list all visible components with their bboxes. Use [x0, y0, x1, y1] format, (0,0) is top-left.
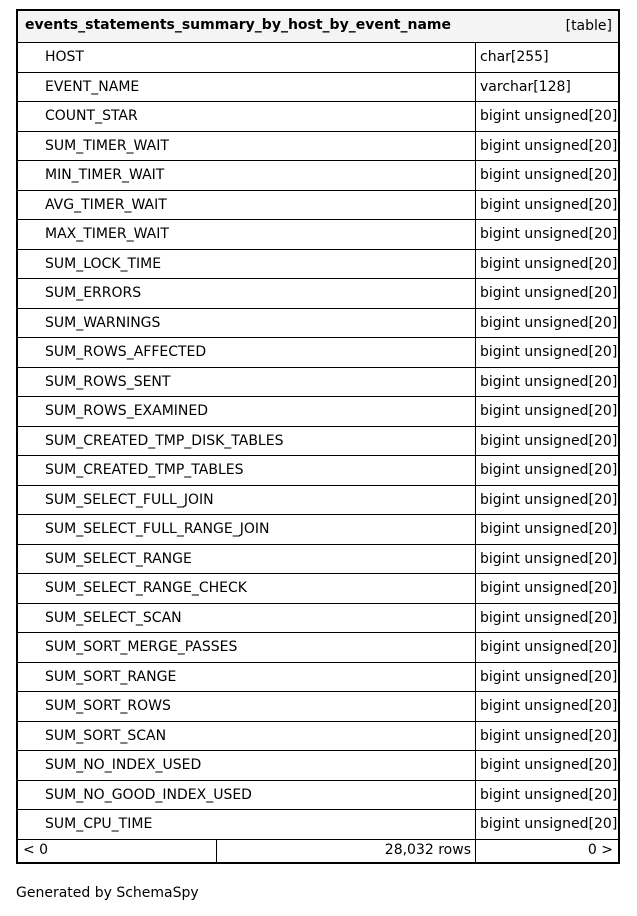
column-row[interactable] [18, 456, 618, 486]
column-row[interactable] [18, 279, 618, 309]
column-type: bigint unsigned[20] [480, 668, 618, 685]
column-type: bigint unsigned[20] [480, 167, 618, 183]
column-name: SUM_SORT_MERGE_PASSES [18, 633, 476, 662]
column-row[interactable] [18, 486, 618, 516]
column-type: bigint unsigned[20] [480, 816, 618, 832]
column-type: bigint unsigned[20] [480, 757, 618, 773]
column-list [18, 43, 618, 840]
column-row[interactable] [18, 43, 618, 73]
row-count: 28,032 rows [217, 840, 476, 862]
child-count: 0 > [587, 841, 613, 858]
column-row[interactable] [18, 102, 618, 132]
column-row[interactable] [18, 692, 618, 722]
column-name: SUM_TIMER_WAIT [18, 132, 476, 161]
column-type: bigint unsigned[20] [480, 285, 618, 301]
column-name: AVG_TIMER_WAIT [18, 191, 476, 220]
column-type: bigint unsigned[20] [480, 639, 618, 655]
column-row[interactable] [18, 781, 618, 811]
column-row[interactable] [18, 751, 618, 781]
column-name: SUM_SELECT_FULL_RANGE_JOIN [18, 515, 476, 544]
column-row[interactable] [18, 161, 618, 191]
column-name: SUM_SELECT_RANGE [18, 545, 476, 574]
column-name: COUNT_STAR [18, 102, 476, 131]
column-row[interactable] [18, 250, 618, 280]
column-name: SUM_ROWS_SENT [18, 368, 476, 397]
column-type: bigint unsigned[20] [480, 226, 618, 242]
column-name: HOST [18, 43, 476, 72]
column-row[interactable] [18, 338, 618, 368]
column-row[interactable] [18, 427, 618, 457]
column-type: char[255] [480, 49, 549, 65]
column-type: bigint unsigned[20] [480, 344, 618, 360]
column-type: bigint unsigned[20] [480, 314, 618, 331]
column-name: SUM_ERRORS [18, 279, 476, 308]
column-type: bigint unsigned[20] [480, 698, 618, 714]
column-row[interactable] [18, 515, 618, 545]
generated-by-label: Generated by SchemaSpy [16, 885, 199, 901]
column-type: bigint unsigned[20] [480, 108, 618, 124]
column-name: SUM_NO_GOOD_INDEX_USED [18, 781, 476, 810]
column-row[interactable] [18, 633, 618, 663]
column-name: SUM_SELECT_FULL_JOIN [18, 486, 476, 515]
table-footer [18, 840, 618, 862]
column-name: MIN_TIMER_WAIT [18, 161, 476, 190]
column-row[interactable] [18, 132, 618, 162]
column-type: bigint unsigned[20] [480, 580, 618, 596]
column-type: bigint unsigned[20] [480, 491, 618, 508]
column-type: bigint unsigned[20] [480, 432, 618, 449]
column-row[interactable] [18, 220, 618, 250]
column-row[interactable] [18, 191, 618, 221]
column-row[interactable] [18, 663, 618, 693]
column-row[interactable] [18, 545, 618, 575]
column-name: SUM_SELECT_SCAN [18, 604, 476, 633]
column-row[interactable] [18, 574, 618, 604]
column-name: SUM_LOCK_TIME [18, 250, 476, 279]
column-name: SUM_CREATED_TMP_DISK_TABLES [18, 427, 476, 456]
column-row[interactable] [18, 309, 618, 339]
column-name: SUM_ROWS_AFFECTED [18, 338, 476, 367]
column-name: SUM_SELECT_RANGE_CHECK [18, 574, 476, 603]
column-name: SUM_SORT_SCAN [18, 722, 476, 751]
column-type: bigint unsigned[20] [480, 373, 618, 390]
column-type: bigint unsigned[20] [480, 786, 618, 803]
column-name: SUM_NO_INDEX_USED [18, 751, 476, 780]
column-row[interactable] [18, 604, 618, 634]
column-name: SUM_SORT_ROWS [18, 692, 476, 721]
column-type: varchar[128] [480, 78, 571, 95]
column-type: bigint unsigned[20] [480, 255, 618, 272]
table-kind: [table] [565, 18, 612, 34]
column-name: SUM_WARNINGS [18, 309, 476, 338]
column-type: bigint unsigned[20] [480, 137, 618, 154]
column-type: bigint unsigned[20] [480, 196, 618, 213]
column-name: SUM_ROWS_EXAMINED [18, 397, 476, 426]
column-type: bigint unsigned[20] [480, 521, 618, 537]
table-entity [16, 9, 620, 864]
column-type: bigint unsigned[20] [480, 550, 618, 567]
column-row[interactable] [18, 722, 618, 752]
parent-count: < 0 [18, 840, 217, 862]
column-name: MAX_TIMER_WAIT [18, 220, 476, 249]
column-type: bigint unsigned[20] [480, 462, 618, 478]
column-type: bigint unsigned[20] [480, 609, 618, 626]
table-header [18, 11, 618, 43]
column-type: bigint unsigned[20] [480, 403, 618, 419]
table-name[interactable]: events_statements_summary_by_host_by_event_name [25, 17, 451, 33]
column-row[interactable] [18, 368, 618, 398]
column-name: SUM_SORT_RANGE [18, 663, 476, 692]
column-name: SUM_CPU_TIME [18, 810, 476, 839]
column-name: EVENT_NAME [18, 73, 476, 102]
column-row[interactable] [18, 73, 618, 103]
column-name: SUM_CREATED_TMP_TABLES [18, 456, 476, 485]
column-row[interactable] [18, 397, 618, 427]
column-type: bigint unsigned[20] [480, 727, 618, 744]
column-row[interactable] [18, 810, 618, 840]
